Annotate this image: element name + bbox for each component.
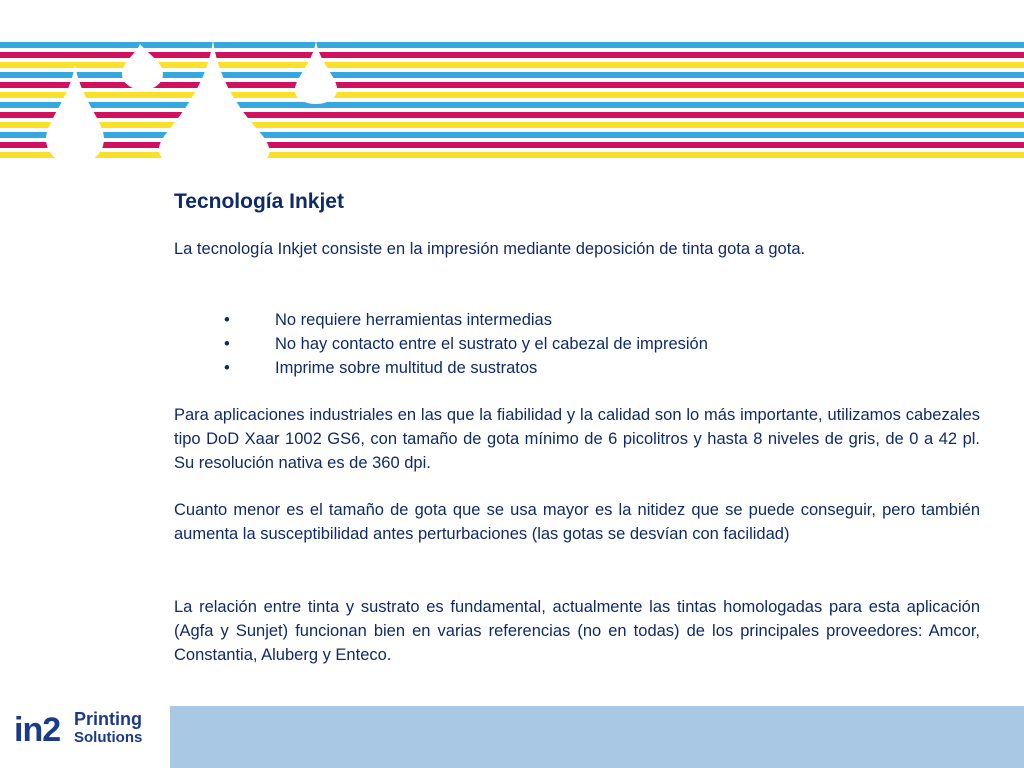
feature-list [174, 308, 708, 380]
list-item [174, 332, 708, 356]
header-banner [0, 40, 1024, 166]
ink-stripe [0, 142, 1024, 148]
footer-bar [170, 706, 1024, 768]
paragraph-ink-substrate: La relación entre tinta y sustrato es fundamental, actualmente las tintas homologadas para esta aplicación (Agfa y Sunjet) funcionan bien en varias referencias (no en todas) de los principales proveedores: Amcor, Constantia, Aluberg y Enteco. [174, 598, 980, 664]
bullet-marker: • [224, 335, 230, 353]
list-item-text: No hay contacto entre el sustrato y el cabezal de impresión [275, 335, 708, 353]
paragraph-drop-size: Cuanto menor es el tamaño de gota que se usa mayor es la nitidez que se puede conseguir, pero también aumenta la susceptibilidad antes perturbaciones (las gotas se desvían con facilidad) [174, 501, 980, 543]
bullet-marker: • [224, 311, 230, 329]
ink-stripe [0, 92, 1024, 98]
list-item-text: No requiere herramientas intermedias [275, 311, 552, 329]
ink-stripes-graphic [0, 40, 1024, 166]
ink-stripe [0, 42, 1024, 48]
list-item [174, 356, 708, 380]
company-logo [14, 704, 159, 748]
logo-mark: in2 [14, 711, 61, 748]
ink-stripe [0, 122, 1024, 128]
ink-stripe [0, 112, 1024, 118]
list-item [174, 308, 708, 332]
in2-logo-graphic [14, 704, 159, 748]
logo-line-2: Solutions [74, 729, 143, 746]
intro-text: La tecnología Inkjet consiste en la impresión mediante deposición de tinta gota a gota. [174, 240, 806, 258]
logo-line-1: Printing [74, 709, 142, 729]
ink-stripe [0, 102, 1024, 108]
bullet-marker: • [224, 359, 230, 377]
ink-stripe [0, 52, 1024, 58]
ink-stripe [0, 152, 1024, 158]
slide-title: Tecnología Inkjet [174, 190, 344, 213]
paragraph-printheads: Para aplicaciones industriales en las que la fiabilidad y la calidad son lo más importante, utilizamos cabezales tipo DoD Xaar 1002 GS6, con tamaño de gota mínimo de 6 picolitros y hasta 8 niveles de gris, de 0 a 42 pl. Su resolución nativa es de 360 dpi. [174, 406, 980, 472]
list-item-text: Imprime sobre multitud de sustratos [275, 359, 538, 377]
ink-stripe [0, 132, 1024, 138]
